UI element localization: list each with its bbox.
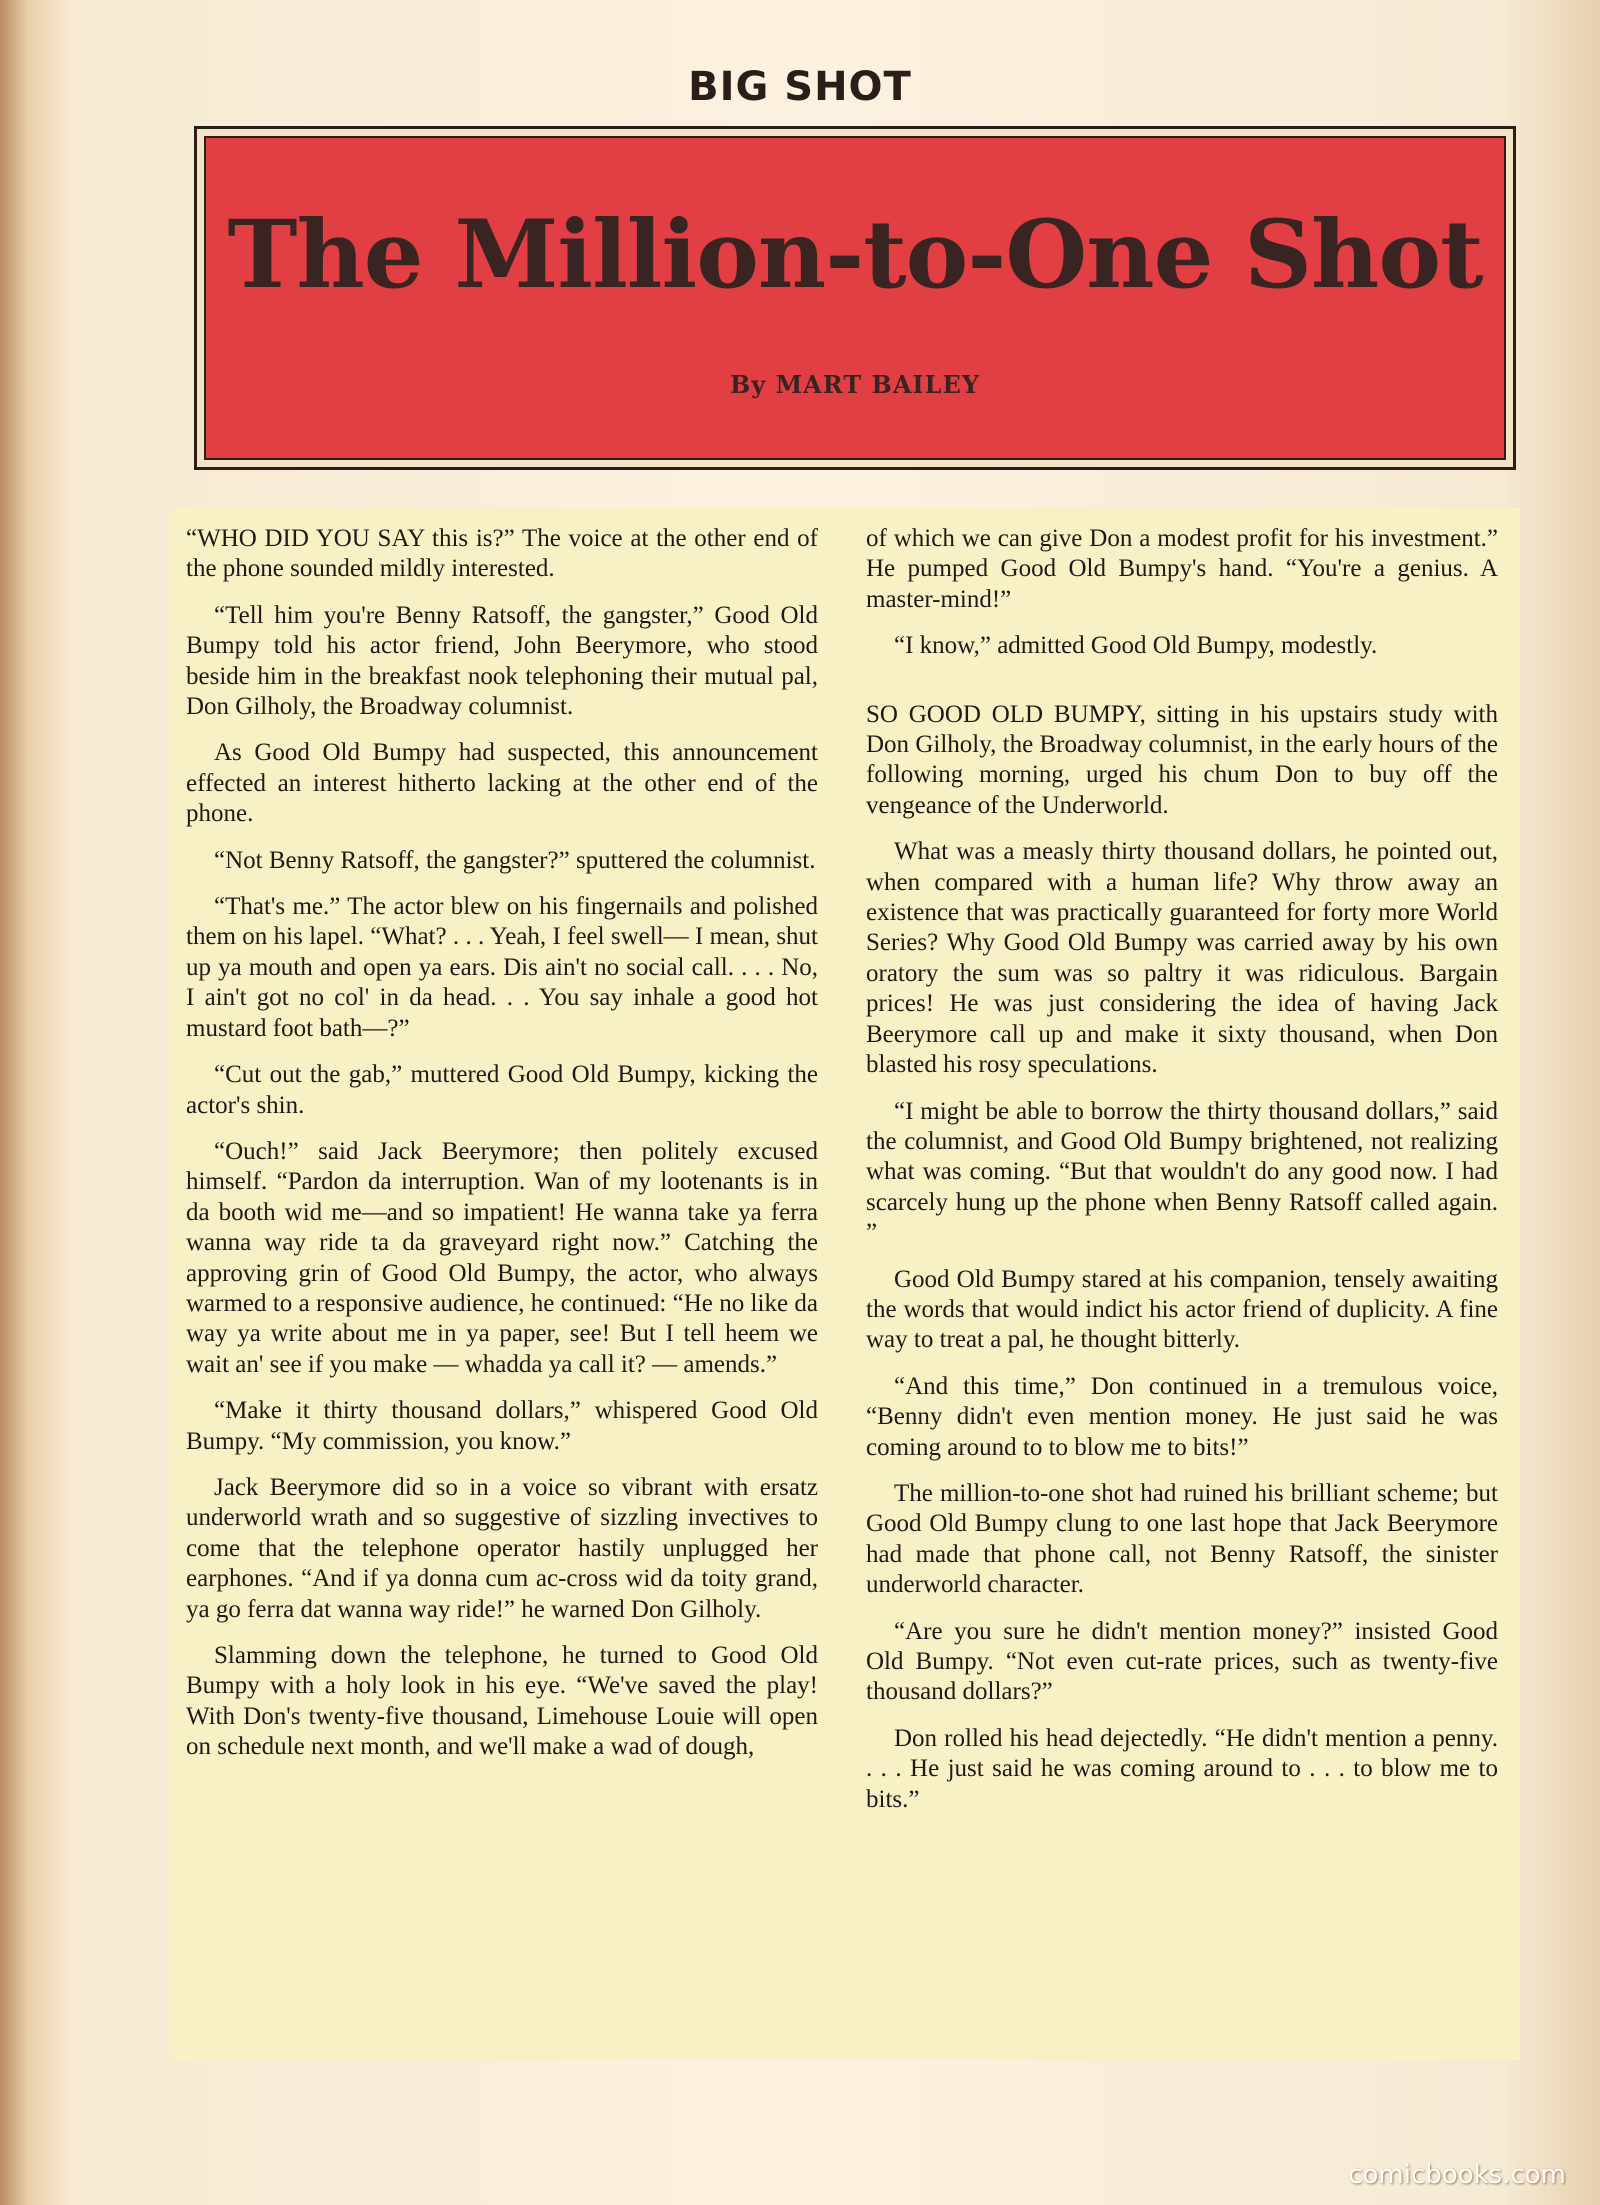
paragraph: of which we can give Don a modest profit for his investment.” He pumped Good Old Bumpy's hand. “You're a genius. A master-mind!”: [866, 525, 1498, 613]
title-frame: [194, 126, 1516, 470]
paragraph: “Make it thirty thousand dollars,” whispered Good Old Bumpy. “My commission, you know.”: [186, 1397, 818, 1455]
right-column: [866, 524, 1498, 1831]
paragraph: Jack Beerymore did so in a voice so vibrant with ersatz underworld wrath and so suggestive of sizzling invectives to come that the telephone operator hastily unplugged her earphones. “And if ya donna cum ac-cross wid da toity grand, ya go ferra dat wanna way ride!” he warned Don Gilholy.: [186, 1473, 818, 1623]
story-byline: By MART BAILEY: [730, 370, 980, 399]
paragraph: “Cut out the gab,” muttered Good Old Bumpy, kicking the actor's shin.: [186, 1061, 818, 1119]
story-body: [170, 508, 1520, 2060]
paragraph: “I know,” admitted Good Old Bumpy, modestly.: [894, 632, 1378, 660]
source-watermark: comicbooks.com: [1348, 2160, 1566, 2190]
paragraph: Good Old Bumpy stared at his companion, tensely awaiting the words that would indict his actor friend of duplicity. A fine way to treat a pal, he thought bitterly.: [866, 1265, 1498, 1354]
paragraph: “WHO DID YOU SAY this is?” The voice at the other end of the phone sounded mildly interested.: [186, 525, 818, 583]
paragraph: “That's me.” The actor blew on his fingernails and polished them on his lapel. “What? . . . Yeah, I feel swell— I mean, shut up ya mouth and open ya ears. Dis ain't no social call. . . . No, I ain't got no col' in da head. . . You say inhale a good hot mustard foot bath—?”: [186, 893, 818, 1042]
paragraph: “And this time,” Don continued in a tremulous voice, “Benny didn't even mention money. He just said he was coming around to to blow me to bits!”: [866, 1372, 1498, 1461]
paragraph: As Good Old Bumpy had suspected, this announcement effected an interest hitherto lacking at the other end of the phone.: [186, 739, 818, 828]
paragraph: “I might be able to borrow the thirty thousand dollars,” said the columnist, and Good Old Bumpy brightened, not realizing what was coming. “But that wouldn't do any good now. I had scarcely hung up the phone when Benny Ratsoff called again. ”: [866, 1097, 1498, 1247]
paragraph: “Ouch!” said Jack Beerymore; then politely excused himself. “Pardon da interruption. Wan of my lootenants is in da booth wid me—and so impatient! He wanna take ya ferra wanna way ride ta da graveyard right now.” Catching the approving grin of Good Old Bumpy, the actor, who always warmed to a responsive audience, he continued: “He no like da way ya write about me in ya paper, see! But I tell heem we wait an' see if you make — whadda ya call it? — amends.”: [186, 1137, 818, 1378]
paragraph: “Are you sure he didn't mention money?” insisted Good Old Bumpy. “Not even cut-rate prices, such as twenty-five thousand dollars?”: [866, 1617, 1498, 1706]
paragraph: What was a measly thirty thousand dollars, he pointed out, when compared with a human life? Why throw away an existence that was practically guaranteed for forty more World Series? Why Good Old Bumpy was carried away by his own oratory the sum was so paltry it was ridiculous. Bargain prices! He was just considering the idea of having Jack Beerymore call up and make it sixty thousand, when Don blasted his rosy speculations.: [866, 838, 1498, 1079]
paragraph: “Not Benny Ratsoff, the gangster?” sputtered the columnist.: [214, 846, 816, 874]
paragraph: Slamming down the telephone, he turned to Good Old Bumpy with a holy look in his eye. “We've saved the play! With Don's twenty-five thousand, Limehouse Louie will open on schedule next month, and we'll make a wad of dough,: [186, 1642, 818, 1761]
story-title: The Million-to-One Shot: [227, 200, 1483, 310]
left-column: [186, 524, 818, 1779]
publication-masthead: BIG SHOT: [688, 64, 912, 110]
paragraph: “Tell him you're Benny Ratsoff, the gangster,” Good Old Bumpy told his actor friend, John Beerymore, who stood beside him in the breakfast nook telephoning their mutual pal, Don Gilholy, the Broadway columnist.: [186, 601, 818, 721]
paragraph: Don rolled his head dejectedly. “He didn't mention a penny. . . . He just said he was coming around to . . . to blow me to bits.”: [866, 1724, 1498, 1813]
paragraph: The million-to-one shot had ruined his brilliant scheme; but Good Old Bumpy clung to one last hope that Jack Beerymore had made that phone call, not Benny Ratsoff, the sinister underworld character.: [866, 1479, 1498, 1599]
section-paragraph: SO GOOD OLD BUMPY, sitting in his upstairs study with Don Gilholy, the Broadway columnist, in the early hours of the following morning, urged his chum Don to buy off the vengeance of the Underworld.: [866, 700, 1498, 819]
title-panel: [204, 136, 1506, 460]
